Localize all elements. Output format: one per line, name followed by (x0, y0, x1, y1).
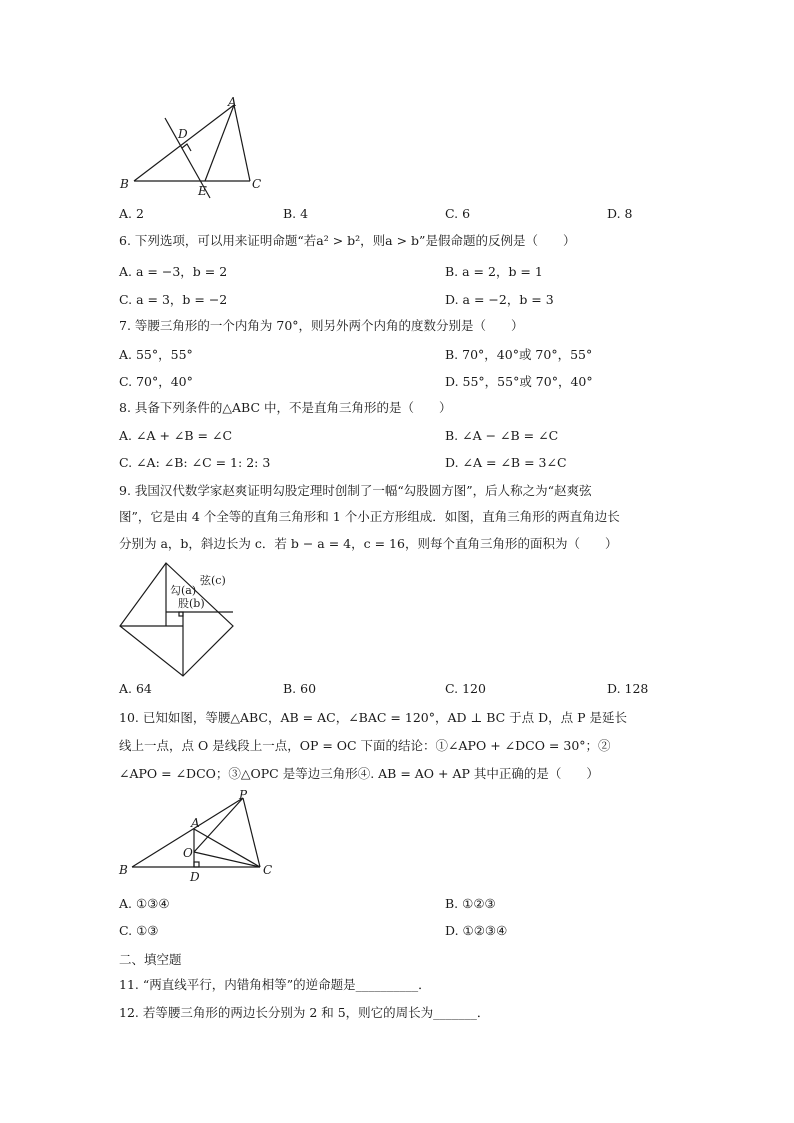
q10-option-b[interactable]: B. ①②③ (445, 896, 496, 911)
q10-option-c[interactable]: C. ①③ (119, 923, 159, 938)
q7-option-a[interactable]: A. 55°，55° (119, 347, 193, 362)
q5-option-b[interactable]: B. 4 (283, 206, 309, 221)
label-short-leg: 勾(a) (170, 584, 197, 597)
q7-option-b[interactable]: B. 70°，40°或 70°，55° (445, 347, 593, 362)
q9-stem-line2: 图”，它是由 4 个全等的直角三角形和 1 个小正方形组成．如图，直角三角形的两直角边长 (119, 509, 620, 524)
q8-stem: 8. 具备下列条件的△ABC 中，不是直角三角形的是（ ） (119, 400, 452, 415)
q10-option-d[interactable]: D. ①②③④ (445, 923, 508, 938)
label-a: A (228, 95, 237, 109)
label-d: D (190, 870, 200, 884)
label-p: P (239, 788, 248, 802)
q6-option-c[interactable]: C. a = 3，b = −2 (119, 292, 228, 307)
label-a: A (191, 816, 200, 830)
label-hypotenuse: 弦(c) (200, 574, 226, 587)
q9-stem-line1: 9. 我国汉代数学家赵爽证明勾股定理时创制了一幅“勾股圆方图”，后人称之为“赵爽弦 (119, 483, 592, 498)
section-fill-in-title: 二、填空题 (119, 952, 182, 967)
label-c: C (263, 863, 273, 877)
label-c: C (252, 177, 262, 191)
label-long-leg: 股(b) (178, 597, 205, 610)
q12-stem: 12. 若等腰三角形的两边长分别为 2 和 5，则它的周长为_______． (119, 1005, 490, 1020)
q5-triangle-figure (112, 92, 272, 200)
q11-stem: 11. “两直线平行，内错角相等”的逆命题是__________． (119, 977, 431, 992)
label-e: E (198, 184, 207, 198)
q9-stem-line3: 分别为 a，b，斜边长为 c．若 b − a = 4，c = 16，则每个直角三角形的面积为（ ） (119, 536, 618, 551)
q10-stem-line1: 10. 已知如图，等腰△ABC，AB = AC，∠BAC = 120°，AD ⊥ BC 于点 D，点 P 是延长 (119, 710, 628, 725)
q9-option-a[interactable]: A. 64 (119, 681, 152, 696)
q10-option-a[interactable]: A. ①③④ (119, 896, 170, 911)
q8-option-d[interactable]: D. ∠A = ∠B = 3∠C (445, 455, 567, 470)
q7-stem: 7. 等腰三角形的一个内角为 70°，则另外两个内角的度数分别是（ ） (119, 318, 524, 333)
q9-option-c[interactable]: C. 120 (445, 681, 486, 696)
q9-option-d[interactable]: D. 128 (607, 681, 649, 696)
q5-option-a[interactable]: A. 2 (119, 206, 144, 221)
q10-stem-line3: ∠APO = ∠DCO；③△OPC 是等边三角形④. AB = AO + AP 其中正确的是（ ） (119, 766, 599, 781)
q6-option-d[interactable]: D. a = −2，b = 3 (445, 292, 554, 307)
q6-option-b[interactable]: B. a = 2，b = 1 (445, 264, 543, 279)
q7-option-c[interactable]: C. 70°，40° (119, 374, 193, 389)
q8-option-a[interactable]: A. ∠A + ∠B = ∠C (119, 428, 233, 443)
q7-option-d[interactable]: D. 55°，55°或 70°，40° (445, 374, 593, 389)
zhao-shuang-string-diagram (116, 560, 240, 678)
q10-triangle-figure (112, 788, 282, 884)
label-d: D (178, 127, 188, 141)
q9-option-b[interactable]: B. 60 (283, 681, 317, 696)
q8-option-b[interactable]: B. ∠A − ∠B = ∠C (445, 428, 559, 443)
q5-option-d[interactable]: D. 8 (607, 206, 633, 221)
q6-option-a[interactable]: A. a = −3，b = 2 (119, 264, 228, 279)
q6-stem: 6. 下列选项，可以用来证明命题“若a² > b²，则a > b”是假命题的反例是（ ） (119, 233, 576, 248)
label-b: B (119, 863, 128, 877)
label-b: B (120, 177, 129, 191)
q5-option-c[interactable]: C. 6 (445, 206, 471, 221)
q10-stem-line2: 线上一点，点 O 是线段上一点，OP = OC 下面的结论：①∠APO + ∠DCO = 30°；② (119, 738, 611, 753)
q8-option-c[interactable]: C. ∠A: ∠B: ∠C = 1: 2: 3 (119, 455, 271, 470)
label-o: O (183, 846, 193, 860)
